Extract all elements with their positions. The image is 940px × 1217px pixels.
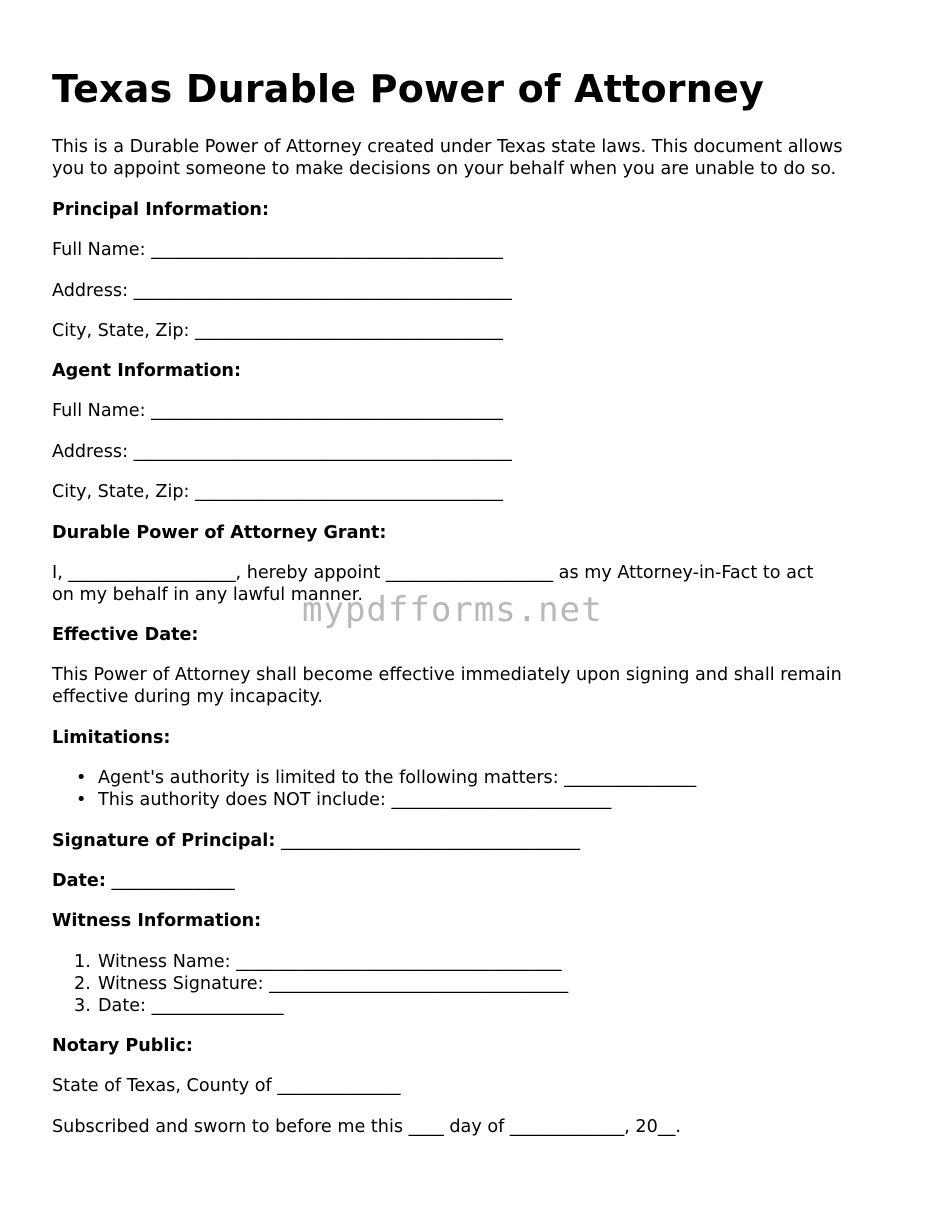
list-number: 1. (74, 952, 91, 972)
intro-line-2: you to appoint someone to make decisions on your behalf when you are unable to do so. (52, 159, 837, 179)
principal-heading: Principal Information: (52, 200, 269, 220)
notary-sworn-field[interactable]: Subscribed and sworn to before me this ____ day of _____________, 20__. (52, 1117, 682, 1137)
agent-address-field[interactable]: Address: ___________________________________________ (52, 442, 512, 462)
date-blank[interactable]: ______________ (111, 871, 235, 891)
effective-line-1: This Power of Attorney shall become effective immediately upon signing and shall remain (52, 665, 842, 685)
watermark: mypdfforms.net (302, 590, 603, 630)
bullet-icon: • (76, 768, 87, 788)
effective-line-2: effective during my incapacity. (52, 687, 323, 707)
witness-date-field[interactable]: Date: _______________ (98, 996, 284, 1016)
notary-heading: Notary Public: (52, 1036, 193, 1056)
signature-label: Signature of Principal: (52, 831, 276, 851)
bullet-icon: • (76, 790, 87, 810)
limitation-item-1[interactable]: Agent's authority is limited to the following matters: _______________ (98, 768, 697, 788)
limitations-heading: Limitations: (52, 728, 171, 748)
grant-line-2: on my behalf in any lawful manner. (52, 585, 363, 605)
grant-line-1[interactable]: I, ___________________, hereby appoint ___________________ as my Attorney-in-Fact to act (52, 563, 814, 583)
principal-city-field[interactable]: City, State, Zip: ___________________________________ (52, 321, 503, 341)
list-number: 3. (74, 996, 91, 1016)
date-label: Date: (52, 871, 106, 891)
list-number: 2. (74, 974, 91, 994)
intro-line-1: This is a Durable Power of Attorney created under Texas state laws. This document allows (52, 137, 843, 157)
effective-heading: Effective Date: (52, 625, 199, 645)
notary-county-field[interactable]: State of Texas, County of ______________ (52, 1076, 401, 1096)
page-title: Texas Durable Power of Attorney (52, 67, 764, 111)
principal-address-field[interactable]: Address: ___________________________________________ (52, 281, 512, 301)
agent-city-field[interactable]: City, State, Zip: ___________________________________ (52, 482, 503, 502)
signature-line[interactable] (52, 830, 580, 852)
agent-full-name-field[interactable]: Full Name: ________________________________________ (52, 401, 503, 421)
witness-heading: Witness Information: (52, 911, 262, 931)
grant-heading: Durable Power of Attorney Grant: (52, 523, 387, 543)
signature-blank[interactable]: __________________________________ (280, 831, 581, 851)
date-line[interactable] (52, 870, 235, 892)
principal-full-name-field[interactable]: Full Name: ________________________________________ (52, 240, 503, 260)
agent-heading: Agent Information: (52, 361, 241, 381)
witness-signature-field[interactable]: Witness Signature: __________________________________ (98, 974, 569, 994)
witness-name-field[interactable]: Witness Name: _____________________________________ (98, 952, 562, 972)
limitation-item-2[interactable]: This authority does NOT include: _________________________ (98, 790, 612, 810)
